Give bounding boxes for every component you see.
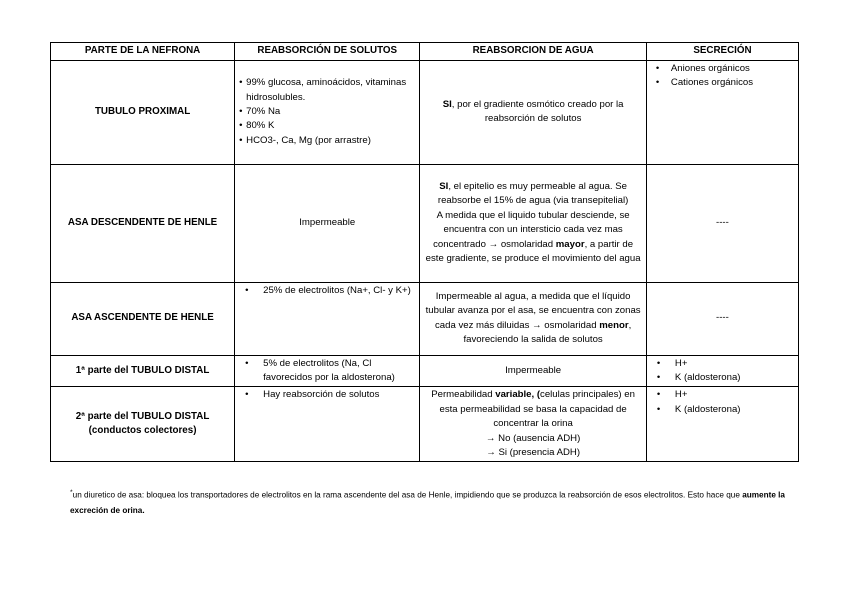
part-cell: TUBULO PROXIMAL (51, 60, 235, 164)
part-cell: ASA ASCENDENTE DE HENLE (51, 282, 235, 355)
water-text: osmolaridad (541, 319, 600, 331)
water-cell (420, 282, 647, 355)
secretion-list (651, 62, 794, 91)
table-row (51, 387, 799, 462)
arrow-icon: → (532, 319, 542, 331)
footnote (70, 487, 790, 518)
list-item: • Hay reabsorción de solutos (239, 388, 415, 402)
water-option-si: → Si (presencia ADH) (486, 447, 581, 459)
secretion-cell: ---- (646, 282, 798, 355)
secretion-cell: ---- (646, 164, 798, 282)
list-item: • 99% glucosa, aminoácidos, vitaminas hidrosolubles. (239, 76, 415, 105)
solutes-cell (235, 387, 420, 462)
solutes-cell (235, 282, 420, 355)
footnote-marker: * (70, 489, 73, 496)
water-strong: menor (599, 319, 629, 331)
water-strong: SI (439, 181, 449, 193)
water-text: celulas principales) en esta permeabilidad se basa la capacidad de concentrar la orina (439, 389, 635, 430)
list-item: • Aniones orgánicos (651, 62, 794, 76)
table-row (51, 164, 799, 282)
list-item: • H+ (651, 388, 794, 402)
water-cell: Impermeable (420, 355, 647, 387)
water-strong: variable, ( (495, 389, 541, 401)
water-text: osmolaridad (498, 238, 556, 250)
list-item: • 80% K (239, 119, 415, 133)
water-paragraph-2 (424, 209, 642, 267)
footnote-strong: aumente la excreción de orina. (70, 490, 785, 515)
solutes-cell: Impermeable (235, 164, 420, 282)
water-paragraph-1 (424, 180, 642, 209)
part-cell: ASA DESCENDENTE DE HENLE (51, 164, 235, 282)
solutes-list (239, 76, 415, 148)
header-solutes: REABSORCIÓN DE SOLUTOS (235, 43, 420, 61)
solutes-cell (235, 60, 420, 164)
arrow-icon: → (488, 238, 499, 250)
water-text: , el epitelio es muy permeable al agua. Se reabsorbe el 15% de agua (via transepitelial) (437, 181, 629, 207)
water-text: , por el gradiente osmótico creado por la reabsorción de solutos (451, 98, 624, 125)
list-item: • Cationes orgánicos (651, 76, 794, 90)
nephron-table (50, 42, 799, 462)
list-item: • 5% de electrolitos (Na, Cl favorecidos por la aldosterona) (239, 357, 415, 386)
header-part: PARTE DE LA NEFRONA (51, 43, 235, 61)
water-text: Permeabilidad (431, 389, 496, 401)
footnote-text: un diuretico de asa: bloquea los transportadores de electrolitos en la rama ascendente del asa de Henle, impidiendo que se produzca la reabsorción de esos electrolitos. Esto hace que (72, 490, 743, 500)
list-item: • 70% Na (239, 105, 415, 119)
part-cell (51, 387, 235, 462)
table-header-row (51, 43, 799, 61)
water-strong: SI (442, 98, 452, 110)
water-cell (420, 164, 647, 282)
secretion-list (651, 388, 794, 417)
water-strong: mayor (555, 238, 585, 250)
header-water: REABSORCION DE AGUA (420, 43, 647, 61)
secretion-list (651, 357, 794, 386)
water-cell (420, 60, 647, 164)
header-secretion: SECRECIÓN (646, 43, 798, 61)
solutes-list (239, 388, 415, 402)
list-item: • K (aldosterona) (651, 403, 794, 417)
list-item: • K (aldosterona) (651, 371, 794, 385)
list-item: • H+ (651, 357, 794, 371)
secretion-cell (646, 355, 798, 387)
secretion-cell (646, 387, 798, 462)
water-option-no: → No (ausencia ADH) (485, 432, 581, 444)
solutes-list (239, 357, 415, 386)
part-line: (conductos colectores) (88, 425, 197, 437)
water-text: Impermeable al agua, a medida que el líquido tubular avanza por el asa, se encuentra con zonas cada vez más diluidas (425, 290, 641, 331)
list-item: • HCO3-, Ca, Mg (por arrastre) (239, 134, 415, 148)
part-line: 2ª parte del TUBULO DISTAL (75, 410, 210, 422)
solutes-cell (235, 355, 420, 387)
water-text: A medida que el liquido tubular desciende, se encuentra con un intersticio cada vez mas concentrado (433, 209, 630, 250)
table-row (51, 60, 799, 164)
table-row (51, 282, 799, 355)
part-cell: 1ª parte del TUBULO DISTAL (51, 355, 235, 387)
water-paragraph (424, 388, 642, 431)
list-item: • 25% de electrolitos (Na+, Cl- y K+) (239, 284, 415, 298)
secretion-cell (646, 60, 798, 164)
water-cell (420, 387, 647, 462)
table-row (51, 355, 799, 387)
water-text: , favoreciendo la salida de solutos (463, 319, 632, 346)
solutes-list (239, 284, 415, 298)
water-text: , a partir de este gradiente, se produce el movimiento del agua (425, 238, 641, 264)
